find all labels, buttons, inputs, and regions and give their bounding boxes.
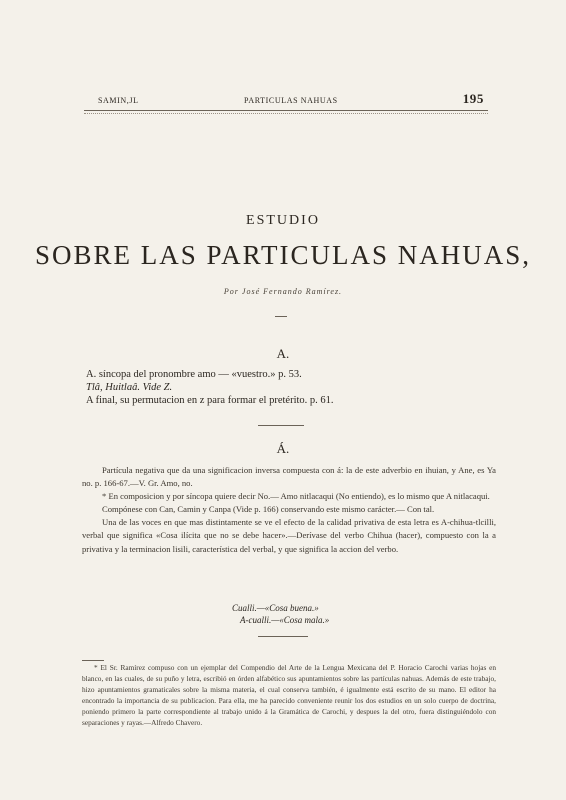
footnote-text: * El Sr. Ramírez compuso con un ejemplar del Compendio del Arte de la Lengua Mexicana del P. Horacio Carochi varias hojas en blanco, en las cuales, de su puño y letra, escribió en órden alfabético sus apuntamientos sobre las partículas nahuas. Además de este trabajo, hizo apuntamientos gramaticales sobre la misma materia, el cual conserva también, é igualmente está escrito de su mano. El editor ha encontrado la importancia de su publicacion. Para ella, me ha parecido conveniente reunir los dos estudios en un solo cuerpo de doctrina, poniendo primero la parte correspondiente al trabajo unido á la Gramática de Carochi, y despues la del otro, fuera distinguiéndolo con separaciones y rayas.—Alfredo Chavero.	[82, 663, 496, 727]
page-number: 195	[462, 91, 484, 106]
title-kicker: ESTUDIO	[246, 213, 320, 228]
header-rule	[84, 110, 488, 111]
section-divider	[258, 425, 304, 426]
running-head-title: PARTICULAS NAHUAS	[244, 96, 338, 105]
body-paragraph: Partícula negativa que da una significacion inversa compuesta con á: la de este adverbio en ihuian, y Ane, es Ya no. p. 166-67.—V. Gr. Amo, no.	[82, 465, 496, 489]
body-paragraph: Una de las voces en que mas distintamente se ve el efecto de la calidad privativa de esta letra es A-chihua-tlcilli, verbal que significa «Cosa ilícita que no se debe hacer».—Derívase del verbo Chihua (hacer), compuesto con la a privativa y la terminacion lisili, característica del verbal, y que significa la accion del verbo.	[82, 517, 496, 554]
entry-line: A. síncopa del pronombre amo — «vuestro.» p. 53.	[86, 369, 302, 380]
section-a-accent-body	[82, 464, 496, 556]
page-title: SOBRE LAS PARTICULAS NAHUAS,	[35, 240, 531, 270]
section-divider	[258, 636, 308, 637]
section-heading-a: A.	[276, 346, 290, 361]
footnote	[82, 663, 496, 728]
body-paragraph: * En composicion y por síncopa quiere decir No.— Amo nitlacaqui (No entiendo), es lo mismo que A nitlacaqui.	[102, 491, 490, 502]
section-heading-a-accent: Á.	[276, 441, 290, 456]
header-rule-dotted	[84, 113, 488, 114]
footnote-rule	[82, 660, 104, 661]
author-line: Por José Fernando Ramírez.	[223, 287, 343, 296]
title-dash-divider	[275, 316, 287, 317]
entry-line: A final, su permutacion en z para formar el pretérito. p. 61.	[86, 395, 334, 406]
running-head-left: SAMIN,JL	[98, 96, 139, 105]
entry-line: Tlâ, Huitlaâ. Vide Z.	[86, 382, 173, 393]
quote-line: Cualli.—«Cosa buena.»	[232, 603, 319, 613]
section-a-entries	[86, 368, 496, 407]
quote-line: A-cualli.—«Cosa mala.»	[240, 615, 330, 625]
body-paragraph: Compónese con Can, Camin y Canpa (Vide p. 166) conservando este mismo carácter.— Con tal.	[102, 504, 435, 515]
running-head	[84, 92, 488, 108]
